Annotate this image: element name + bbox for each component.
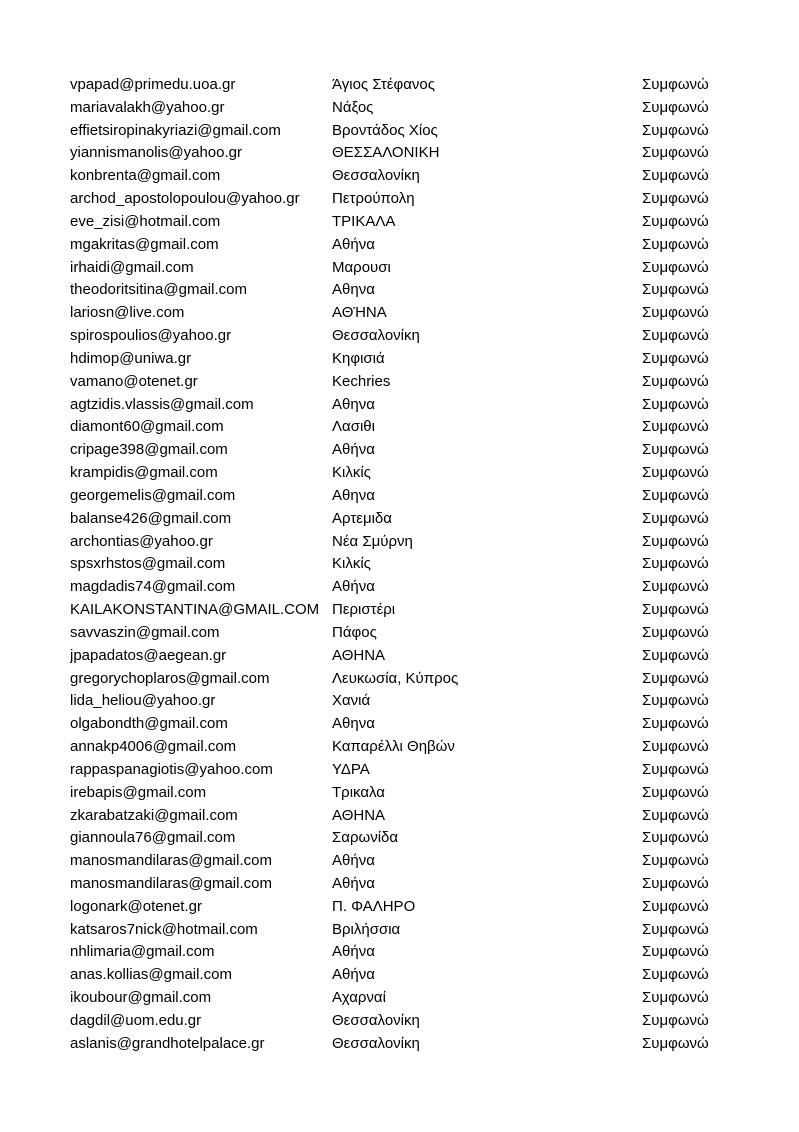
email-cell: diamont60@gmail.com [70,418,224,436]
city-cell: Βριλήσσια [332,920,401,938]
table-row [0,553,799,576]
email-cell: rappaspanagiotis@yahoo.com [70,760,273,778]
city-cell: Αθηνα [332,486,375,504]
email-cell: krampidis@gmail.com [70,464,218,482]
email-cell: yiannismanolis@yahoo.gr [70,144,242,162]
email-cell: lariosn@live.com [70,304,185,322]
city-cell: Αθήνα [332,235,375,253]
consent-cell: Συμφωνώ [642,623,709,641]
table-row [0,97,799,120]
consent-cell: Συμφωνώ [642,669,709,687]
email-cell: anas.kollias@gmail.com [70,966,232,984]
consent-cell: Συμφωνώ [642,806,709,824]
city-cell: Θεσσαλονίκη [332,1011,420,1029]
city-cell: Αθήνα [332,943,375,961]
consent-cell: Συμφωνώ [642,235,709,253]
table-row [0,211,799,234]
table-row [0,873,799,896]
email-cell: katsaros7nick@hotmail.com [70,920,258,938]
email-cell: irhaidi@gmail.com [70,258,194,276]
email-cell: eve_zisi@hotmail.com [70,212,221,230]
consent-cell: Συμφωνώ [642,532,709,550]
consent-cell: Συμφωνώ [642,783,709,801]
email-cell: ikoubour@gmail.com [70,989,212,1007]
table-row [0,348,799,371]
city-cell: Πετρούπολη [332,190,415,208]
table-row [0,74,799,97]
email-cell: cripage398@gmail.com [70,441,228,459]
consent-cell: Συμφωνώ [642,692,709,710]
email-cell: gregorychoplaros@gmail.com [70,669,270,687]
city-cell: Σαρωνίδα [332,829,399,847]
table-row [0,1010,799,1033]
table-row [0,713,799,736]
email-cell: dagdil@uom.edu.gr [70,1011,202,1029]
table-row [0,394,799,417]
consent-cell: Συμφωνώ [642,167,709,185]
consent-cell: Συμφωνώ [642,281,709,299]
city-cell: Τρικαλα [332,783,385,801]
city-cell: Νέα Σμύρνη [332,532,413,550]
table-row [0,850,799,873]
city-cell: Αθήνα [332,852,375,870]
city-cell: Αθηνα [332,715,375,733]
city-cell: Αθήνα [332,966,375,984]
city-cell: Άγιος Στέφανος [332,76,435,93]
email-cell: lida_heliou@yahoo.gr [70,692,216,710]
consent-cell: Συμφωνώ [642,121,709,139]
table-row [0,371,799,394]
table-row [0,736,799,759]
email-cell: hdimop@uniwa.gr [70,349,192,367]
city-cell: Κιλκίς [332,464,371,482]
consent-cell: Συμφωνώ [642,555,709,573]
email-cell: balanse426@gmail.com [70,509,232,527]
email-cell: spirospoulios@yahoo.gr [70,327,232,345]
email-cell: theodoritsitina@gmail.com [70,281,247,299]
consent-cell: Συμφωνώ [642,372,709,390]
city-cell: ΑΘΗΝΑ [332,806,386,824]
table-row [0,919,799,942]
consent-cell: Συμφωνώ [642,327,709,345]
consent-cell: Συμφωνώ [642,715,709,733]
consent-cell: Συμφωνώ [642,76,709,93]
table-row [0,668,799,691]
table-row [0,234,799,257]
city-cell: Πάφος [332,623,377,641]
consent-cell: Συμφωνώ [642,989,709,1007]
consent-cell: Συμφωνώ [642,144,709,162]
table-row [0,531,799,554]
city-cell: Π. ΦΑΛΗΡΟ [332,897,416,915]
city-cell: Νάξος [332,98,374,116]
table-row [0,896,799,919]
email-cell: archod_apostolopoulou@yahoo.gr [70,190,300,208]
city-cell: ΘΕΣΣΑΛΟΝΙΚΗ [332,144,440,162]
consent-cell: Συμφωνώ [642,897,709,915]
table-row [0,188,799,211]
city-cell: Θεσσαλονίκη [332,327,420,345]
city-cell: ΑΘΗΝΑ [332,646,386,664]
city-cell: ΑΘΉΝΑ [332,304,387,322]
city-cell: ΤΡΙΚΑΛΑ [332,212,396,230]
table-row [0,941,799,964]
city-cell: Αχαρναί [332,989,386,1007]
consent-cell: Συμφωνώ [642,1034,709,1052]
table-row [0,508,799,531]
consent-cell: Συμφωνώ [642,190,709,208]
consent-cell: Συμφωνώ [642,852,709,870]
consent-cell: Συμφωνώ [642,509,709,527]
email-cell: irebapis@gmail.com [70,783,207,801]
email-cell: manosmandilaras@gmail.com [70,852,272,870]
table-row [0,416,799,439]
email-cell: annakp4006@gmail.com [70,738,237,756]
table-row [0,485,799,508]
consent-cell: Συμφωνώ [642,1011,709,1029]
table-row [0,302,799,325]
table-row [0,120,799,143]
city-cell: Αρτεμιδα [332,509,392,527]
city-cell: Λευκωσία, Κύπρος [332,669,459,687]
city-cell: Χανιά [332,692,371,710]
consent-cell: Συμφωνώ [642,738,709,756]
email-cell: KAILAKONSTANTINA@GMAIL.COM [70,601,320,619]
table-row [0,964,799,987]
city-cell: Kechries [332,372,391,390]
email-cell: aslanis@grandhotelpalace.gr [70,1034,265,1052]
table-row [0,622,799,645]
consent-cell: Συμφωνώ [642,258,709,276]
email-cell: mgakritas@gmail.com [70,235,219,253]
table-row [0,599,799,622]
email-cell: logonark@otenet.gr [70,897,202,915]
consent-cell: Συμφωνώ [642,304,709,322]
consent-cell: Συμφωνώ [642,966,709,984]
city-cell: Αθήνα [332,578,375,596]
email-cell: effietsiropinakyriazi@gmail.com [70,121,281,139]
consent-cell: Συμφωνώ [642,464,709,482]
table-row [0,165,799,188]
table-row [0,690,799,713]
email-cell: magdadis74@gmail.com [70,578,236,596]
city-cell: Αθηνα [332,281,375,299]
email-cell: zkarabatzaki@gmail.com [70,806,238,824]
consent-cell: Συμφωνώ [642,349,709,367]
table-row [0,759,799,782]
table-row [0,462,799,485]
table-row [0,257,799,280]
table-row [0,1033,799,1056]
email-cell: agtzidis.vlassis@gmail.com [70,395,254,413]
table-row [0,576,799,599]
table-row [0,279,799,302]
email-cell: konbrenta@gmail.com [70,167,221,185]
consent-cell: Συμφωνώ [642,601,709,619]
table-row [0,987,799,1010]
table-row [0,325,799,348]
contact-table [0,74,799,1056]
city-cell: Θεσσαλονίκη [332,167,420,185]
city-cell: Λασιθι [332,418,375,436]
email-cell: giannoula76@gmail.com [70,829,236,847]
city-cell: Θεσσαλονίκη [332,1034,420,1052]
email-cell: savvaszin@gmail.com [70,623,220,641]
email-cell: spsxrhstos@gmail.com [70,555,226,573]
email-cell: vpapad@primedu.uoa.gr [70,76,236,93]
city-cell: Αθήνα [332,441,375,459]
consent-cell: Συμφωνώ [642,920,709,938]
table-row [0,805,799,828]
city-cell: Μαρουσι [332,258,391,276]
consent-cell: Συμφωνώ [642,760,709,778]
consent-cell: Συμφωνώ [642,441,709,459]
consent-cell: Συμφωνώ [642,486,709,504]
table-row [0,827,799,850]
consent-cell: Συμφωνώ [642,874,709,892]
consent-cell: Συμφωνώ [642,418,709,436]
city-cell: Βροντάδος Χίος [332,121,438,139]
consent-cell: Συμφωνώ [642,578,709,596]
consent-cell: Συμφωνώ [642,212,709,230]
consent-cell: Συμφωνώ [642,943,709,961]
city-cell: Κηφισιά [332,349,385,367]
table-row [0,782,799,805]
email-cell: mariavalakh@yahoo.gr [70,98,225,116]
email-cell: georgemelis@gmail.com [70,486,236,504]
email-cell: vamano@otenet.gr [70,372,198,390]
city-cell: Περιστέρι [332,601,396,619]
consent-cell: Συμφωνώ [642,98,709,116]
email-cell: olgabondth@gmail.com [70,715,228,733]
email-cell: nhlimaria@gmail.com [70,943,215,961]
city-cell: Αθήνα [332,874,375,892]
table-row [0,142,799,165]
city-cell: Καπαρέλλι Θηβών [332,738,455,756]
table-row [0,645,799,668]
consent-cell: Συμφωνώ [642,829,709,847]
consent-cell: Συμφωνώ [642,395,709,413]
consent-cell: Συμφωνώ [642,646,709,664]
table-row [0,439,799,462]
email-cell: manosmandilaras@gmail.com [70,874,272,892]
email-cell: archontias@yahoo.gr [70,532,213,550]
email-cell: jpapadatos@aegean.gr [70,646,227,664]
city-cell: Κιλκίς [332,555,371,573]
city-cell: ΥΔΡΑ [332,760,370,778]
city-cell: Αθηνα [332,395,375,413]
